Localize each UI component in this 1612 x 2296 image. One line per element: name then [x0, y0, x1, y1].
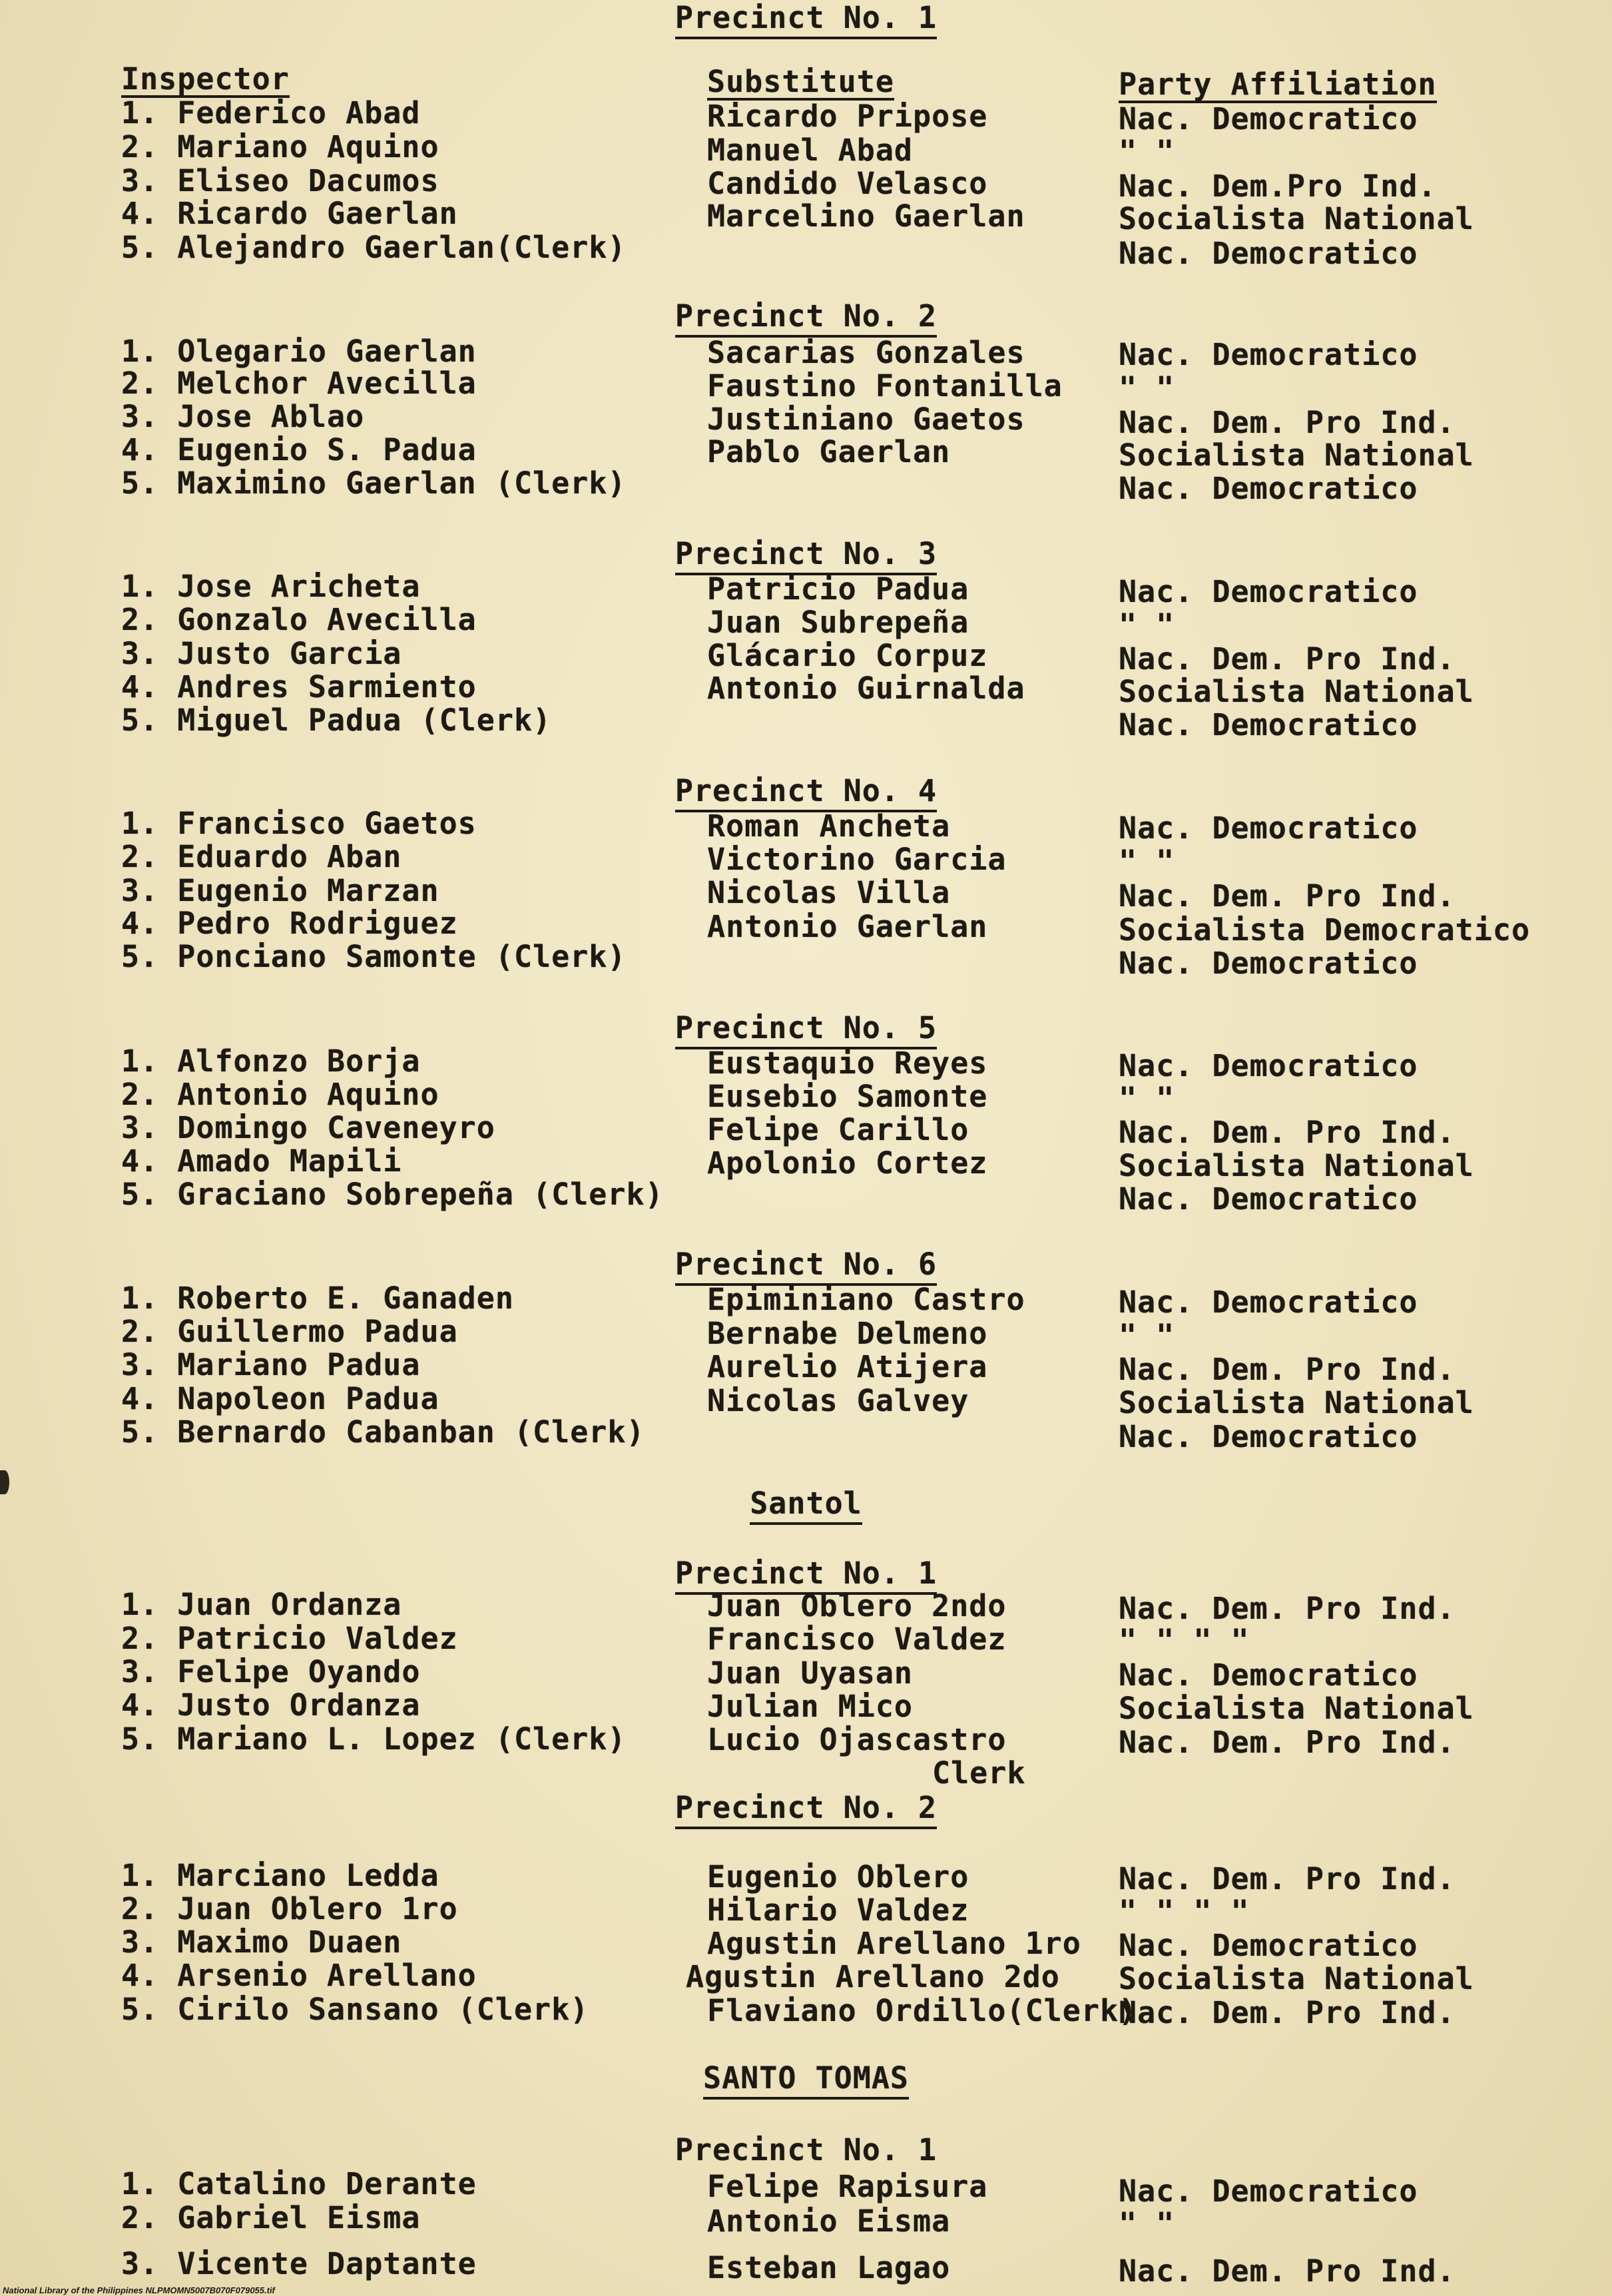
precinct-4-title: Precinct No. 4: [0, 776, 1612, 806]
header-party-affiliation: Party Affiliation: [1119, 67, 1437, 102]
santol-p2-party-2: " " " ": [1119, 1894, 1250, 1929]
s3-inspector-4: 4. Andres Sarmiento: [121, 669, 477, 705]
s6-party-3: Nac. Dem. Pro Ind.: [1119, 1352, 1456, 1387]
s6-inspector-1: 1. Roberto E. Ganaden: [121, 1281, 514, 1316]
santol-p1-inspector-1: 1. Juan Ordanza: [121, 1587, 402, 1622]
santol-p2-substitute-4: Agustin Arellano 2do: [686, 1959, 1060, 1994]
s6-party-1: Nac. Democratico: [1119, 1285, 1418, 1320]
s5-inspector-3: 3. Domingo Caveneyro: [121, 1110, 495, 1145]
s3-substitute-1: Patricio Padua: [707, 571, 969, 607]
s1-inspector-5: 5. Alejandro Gaerlan(Clerk): [121, 230, 627, 265]
santol-p1-clerk-note: Clerk: [932, 1755, 1026, 1791]
santol-p2-substitute-1: Eugenio Oblero: [707, 1859, 969, 1894]
s3-substitute-3: Glácario Corpuz: [707, 638, 988, 673]
s1-party-2: " ": [1119, 134, 1175, 169]
santol-p1-substitute-2: Francisco Valdez: [707, 1621, 1007, 1657]
s6-substitute-4: Nicolas Galvey: [707, 1383, 969, 1418]
s3-party-4: Socialista National: [1119, 674, 1474, 709]
santol-precinct-2-title: Precinct No. 2: [0, 1793, 1612, 1823]
santo-tomas-p1-substitute-3: Esteban Lagao: [707, 2250, 951, 2285]
santo-tomas-p1-inspector-2: 2. Gabriel Eisma: [121, 2200, 421, 2235]
s4-inspector-4: 4. Pedro Rodriguez: [121, 906, 458, 941]
santol-p1-inspector-4: 4. Justo Ordanza: [121, 1687, 421, 1723]
santo-tomas-p1-party-2: " ": [1119, 2206, 1175, 2241]
s3-party-2: " ": [1119, 607, 1175, 643]
s6-party-5: Nac. Democratico: [1119, 1419, 1418, 1454]
santol-p1-inspector-5: 5. Mariano L. Lopez (Clerk): [121, 1721, 627, 1757]
santo-tomas-p1-party-3: Nac. Dem. Pro Ind.: [1119, 2253, 1456, 2289]
s4-inspector-5: 5. Ponciano Samonte (Clerk): [121, 939, 627, 974]
santol-p1-substitute-1: Juan Oblero 2ndo: [707, 1588, 1007, 1623]
santol-p2-inspector-4: 4. Arsenio Arellano: [121, 1958, 477, 1993]
santol-heading: Santol: [0, 1488, 1612, 1518]
s3-inspector-3: 3. Justo Garcia: [121, 636, 402, 671]
s2-inspector-1: 1. Olegario Gaerlan: [121, 334, 477, 369]
santol-p1-party-4: Socialista National: [1119, 1691, 1474, 1726]
s2-substitute-2: Faustino Fontanilla: [707, 368, 1063, 404]
santol-p2-inspector-2: 2. Juan Oblero 1ro: [121, 1891, 458, 1926]
s5-inspector-4: 4. Amado Mapili: [121, 1143, 402, 1179]
s1-inspector-4: 4. Ricardo Gaerlan: [121, 196, 458, 231]
s2-inspector-5: 5. Maximino Gaerlan (Clerk): [121, 465, 627, 501]
precinct-5-title: Precinct No. 5: [0, 1013, 1612, 1043]
s5-party-3: Nac. Dem. Pro Ind.: [1119, 1115, 1456, 1150]
s1-party-5: Nac. Democratico: [1119, 236, 1418, 271]
santol-p1-substitute-5: Lucio Ojascastro: [707, 1722, 1007, 1757]
santol-p2-substitute-3: Agustin Arellano 1ro: [707, 1926, 1081, 1961]
s4-substitute-3: Nicolas Villa: [707, 875, 951, 910]
santol-p1-substitute-4: Julian Mico: [707, 1689, 914, 1724]
s2-inspector-3: 3. Jose Ablao: [121, 399, 365, 434]
s6-substitute-1: Epiminiano Castro: [707, 1282, 1025, 1317]
s6-inspector-4: 4. Napoleon Padua: [121, 1381, 439, 1416]
s5-inspector-5: 5. Graciano Sobrepeña (Clerk): [121, 1177, 664, 1212]
santol-p2-inspector-5: 5. Cirilo Sansano (Clerk): [121, 1992, 589, 2027]
s6-party-2: " ": [1119, 1318, 1175, 1353]
santol-p2-substitute-5: Flaviano Ordillo(Clerk): [707, 1993, 1138, 2028]
header-substitute: Substitute: [707, 64, 894, 99]
s2-substitute-4: Pablo Gaerlan: [707, 434, 951, 469]
santo-tomas-p1-inspector-1: 1. Catalino Derante: [121, 2166, 477, 2201]
s1-substitute-3: Candido Velasco: [707, 166, 988, 201]
santol-p1-substitute-3: Juan Uyasan: [707, 1655, 914, 1691]
santol-p1-party-3: Nac. Democratico: [1119, 1657, 1418, 1693]
santol-precinct-1-title: Precinct No. 1: [0, 1558, 1612, 1588]
s6-inspector-2: 2. Guillermo Padua: [121, 1314, 458, 1349]
s1-inspector-3: 3. Eliseo Dacumos: [121, 163, 439, 198]
santo-tomas-p1-inspector-3: 3. Vicente Daptante: [121, 2246, 477, 2281]
s5-inspector-2: 2. Antonio Aquino: [121, 1077, 439, 1112]
santo-tomas-heading: SANTO TOMAS: [0, 2063, 1612, 2093]
s1-party-1: Nac. Democratico: [1119, 101, 1418, 137]
santol-p1-inspector-2: 2. Patricio Valdez: [121, 1621, 458, 1656]
s3-substitute-4: Antonio Guirnalda: [707, 671, 1025, 706]
s2-substitute-3: Justiniano Gaetos: [707, 402, 1025, 437]
s4-substitute-2: Victorino Garcia: [707, 842, 1007, 877]
s2-party-4: Socialista National: [1119, 437, 1474, 473]
s1-party-3: Nac. Dem.Pro Ind.: [1119, 168, 1437, 204]
s5-substitute-2: Eusebio Samonte: [707, 1079, 988, 1114]
s4-party-2: " ": [1119, 844, 1175, 879]
precinct-3-title: Precinct No. 3: [0, 539, 1612, 569]
santo-tomas-precinct-1-title: Precinct No. 1: [674, 2132, 938, 2167]
s3-party-3: Nac. Dem. Pro Ind.: [1119, 641, 1456, 677]
santol-p2-party-5: Nac. Dem. Pro Ind.: [1119, 1995, 1456, 2030]
precinct-6-title: Precinct No. 6: [0, 1249, 1612, 1279]
s2-party-2: " ": [1119, 370, 1175, 406]
s3-party-1: Nac. Democratico: [1119, 574, 1418, 609]
s6-inspector-3: 3. Mariano Padua: [121, 1347, 421, 1382]
s2-party-5: Nac. Democratico: [1119, 471, 1418, 506]
s4-party-5: Nac. Democratico: [1119, 946, 1418, 981]
santol-p1-party-5: Nac. Dem. Pro Ind.: [1119, 1725, 1456, 1760]
s1-inspector-2: 2. Mariano Aquino: [121, 129, 439, 164]
santo-tomas-p1-substitute-2: Antonio Eisma: [707, 2203, 951, 2239]
santo-tomas-p1-party-1: Nac. Democratico: [1119, 2173, 1418, 2209]
santol-p2-substitute-2: Hilario Valdez: [707, 1892, 969, 1928]
santol-p2-party-4: Socialista National: [1119, 1961, 1474, 1996]
s3-inspector-1: 1. Jose Aricheta: [121, 569, 421, 604]
s2-party-3: Nac. Dem. Pro Ind.: [1119, 405, 1456, 440]
santo-tomas-p1-substitute-1: Felipe Rapisura: [707, 2169, 988, 2204]
s2-inspector-4: 4. Eugenio S. Padua: [121, 432, 477, 467]
s1-substitute-2: Manuel Abad: [707, 133, 914, 168]
s4-inspector-1: 1. Francisco Gaetos: [121, 806, 477, 841]
s1-substitute-4: Marcelino Gaerlan: [707, 198, 1025, 234]
s3-substitute-2: Juan Subrepeña: [707, 605, 969, 640]
s4-inspector-3: 3. Eugenio Marzan: [121, 873, 439, 908]
santol-p1-inspector-3: 3. Felipe Oyando: [121, 1654, 421, 1689]
s6-substitute-2: Bernabe Delmeno: [707, 1316, 988, 1351]
s5-substitute-3: Felipe Carillo: [707, 1112, 969, 1147]
s4-party-4: Socialista Democratico: [1119, 912, 1531, 948]
santol-p2-party-1: Nac. Dem. Pro Ind.: [1119, 1861, 1456, 1896]
s4-inspector-2: 2. Eduardo Aban: [121, 839, 402, 874]
s3-inspector-2: 2. Gonzalo Avecilla: [121, 602, 477, 637]
s4-substitute-1: Roman Ancheta: [707, 808, 951, 844]
s3-party-5: Nac. Democratico: [1119, 707, 1418, 742]
s5-substitute-1: Eustaquio Reyes: [707, 1045, 988, 1081]
archive-footer: National Library of the Philippines NLPMOMN5007B070F079055.tif: [3, 2285, 275, 2295]
s5-substitute-4: Apolonio Cortez: [707, 1145, 988, 1181]
s5-inspector-1: 1. Alfonzo Borja: [121, 1043, 421, 1079]
s2-party-1: Nac. Democratico: [1119, 337, 1418, 372]
s4-substitute-4: Antonio Gaerlan: [707, 909, 988, 944]
s3-inspector-5: 5. Miguel Padua (Clerk): [121, 703, 552, 738]
s1-party-4: Socialista National: [1119, 201, 1474, 236]
santol-p1-party-1: Nac. Dem. Pro Ind.: [1119, 1591, 1456, 1626]
s5-party-2: " ": [1119, 1081, 1175, 1116]
s4-party-1: Nac. Democratico: [1119, 810, 1418, 846]
precinct-1-title: Precinct No. 1: [0, 3, 1612, 33]
santol-p2-party-3: Nac. Democratico: [1119, 1928, 1418, 1963]
s2-inspector-2: 2. Melchor Avecilla: [121, 366, 477, 401]
s5-party-4: Socialista National: [1119, 1148, 1474, 1183]
s1-substitute-1: Ricardo Pripose: [707, 99, 988, 134]
santol-p1-party-2: " " " ": [1119, 1623, 1250, 1658]
s6-inspector-5: 5. Bernardo Cabanban (Clerk): [121, 1414, 645, 1450]
s6-substitute-3: Aurelio Atijera: [707, 1349, 988, 1384]
santol-p2-inspector-1: 1. Marciano Ledda: [121, 1858, 439, 1893]
binding-hole-mark: [0, 1470, 9, 1494]
s1-inspector-1: 1. Federico Abad: [121, 95, 421, 131]
santol-p2-inspector-3: 3. Maximo Duaen: [121, 1924, 402, 1960]
precinct-2-title: Precinct No. 2: [0, 301, 1612, 331]
s4-party-3: Nac. Dem. Pro Ind.: [1119, 878, 1456, 914]
s5-party-5: Nac. Democratico: [1119, 1181, 1418, 1217]
s5-party-1: Nac. Democratico: [1119, 1048, 1418, 1083]
header-inspector: Inspector: [121, 61, 290, 97]
s2-substitute-1: Sacarias Gonzales: [707, 335, 1025, 370]
s6-party-4: Socialista National: [1119, 1385, 1474, 1420]
